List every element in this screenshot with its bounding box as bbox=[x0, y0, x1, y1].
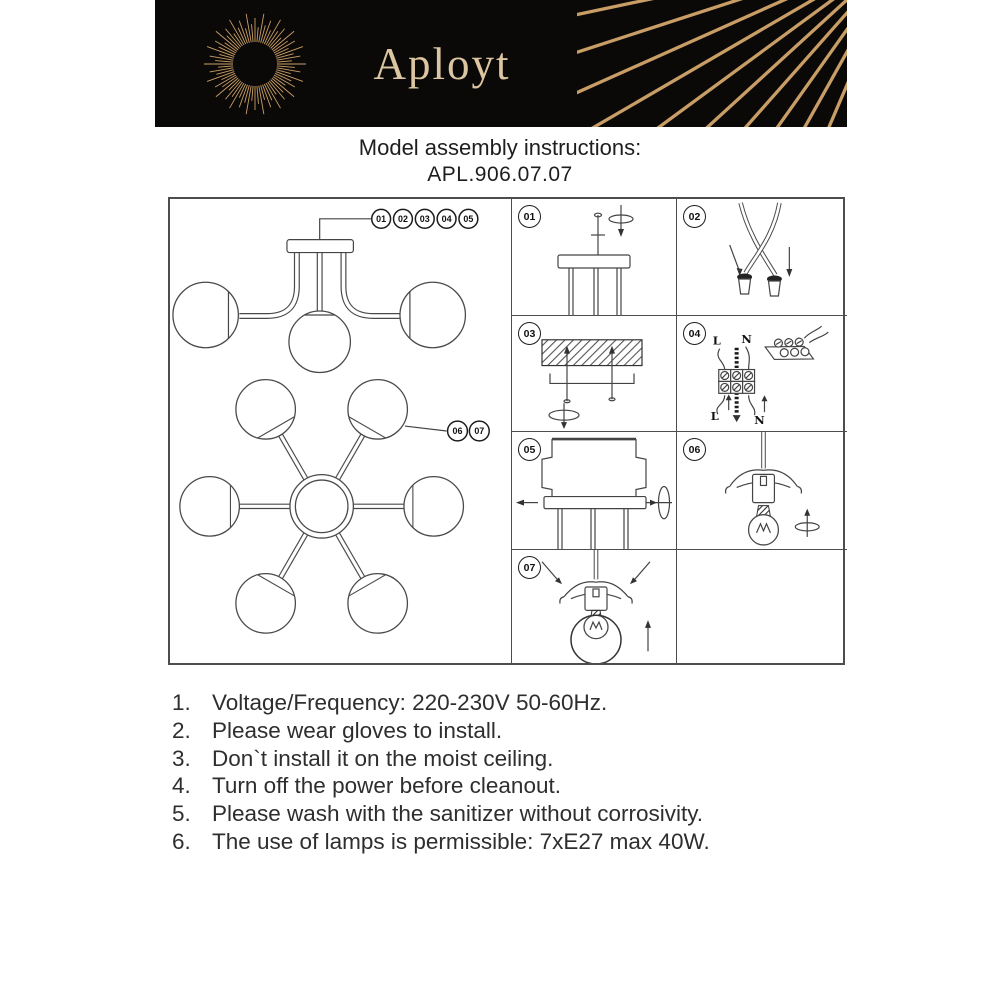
sunburst-logo-icon bbox=[155, 0, 355, 127]
instruction-text: Turn off the power before cleanout. bbox=[212, 773, 561, 799]
step-cell-03 bbox=[512, 315, 676, 431]
bottom-view bbox=[180, 380, 464, 634]
model-number: APL.906.07.07 bbox=[427, 163, 573, 186]
brand-banner bbox=[155, 0, 847, 127]
overview-panel bbox=[170, 199, 512, 663]
step-cell-07 bbox=[512, 549, 676, 663]
callout-label: 04 bbox=[441, 214, 452, 225]
wire-label-n-top: N bbox=[741, 331, 752, 346]
step-number-badge: 02 bbox=[683, 205, 706, 228]
step-cell-04 bbox=[676, 315, 847, 431]
callout-label: 02 bbox=[398, 214, 408, 225]
page-title: Model assembly instructions: bbox=[358, 135, 642, 160]
instruction-number: 3. bbox=[172, 745, 191, 771]
instruction-text: The use of lamps is permissible: 7xE27 max 40W. bbox=[212, 828, 710, 854]
step-cell-02 bbox=[676, 199, 847, 315]
assembly-figure bbox=[168, 197, 845, 665]
terminal-block bbox=[719, 370, 755, 394]
step-number-badge: 03 bbox=[518, 322, 541, 345]
step-number-badge: 04 bbox=[683, 322, 706, 345]
step-cell-01 bbox=[512, 199, 676, 315]
step-number-badge: 06 bbox=[683, 438, 706, 461]
instruction-number: 1. bbox=[172, 690, 191, 715]
wire-label-l-top: L bbox=[712, 333, 721, 348]
callout-label: 05 bbox=[463, 214, 474, 225]
wire-label-l-bottom: L bbox=[710, 409, 719, 424]
step-cell-06 bbox=[676, 431, 847, 549]
instruction-item bbox=[172, 828, 872, 856]
wire-label-n-bottom: N bbox=[754, 413, 765, 428]
callout-bottom bbox=[405, 421, 489, 441]
step-cell-empty bbox=[676, 549, 847, 663]
callout-label: 01 bbox=[376, 214, 387, 225]
instruction-item bbox=[172, 772, 872, 800]
callout-top bbox=[320, 209, 478, 239]
step-number-badge: 05 bbox=[518, 438, 541, 461]
step-number-badge: 01 bbox=[518, 205, 541, 228]
lamp-overview-drawing bbox=[170, 199, 511, 663]
instruction-item bbox=[172, 745, 872, 773]
instruction-text: Please wash with the sanitizer without corrosivity. bbox=[212, 801, 704, 827]
instruction-number: 2. bbox=[172, 717, 191, 743]
instruction-text: Please wear gloves to install. bbox=[212, 717, 503, 743]
instruction-list bbox=[172, 689, 872, 856]
instruction-item bbox=[172, 800, 872, 828]
instruction-number: 5. bbox=[172, 801, 191, 827]
fan-rays-icon bbox=[577, 0, 847, 127]
terminal-block-3d bbox=[763, 316, 830, 370]
instruction-text: Voltage/Frequency: 220-230V 50-60Hz. bbox=[212, 690, 608, 715]
steps-grid bbox=[512, 199, 847, 663]
step-cell-05 bbox=[512, 431, 676, 549]
instruction-text: Don`t install it on the moist ceiling. bbox=[212, 745, 554, 771]
instruction-item bbox=[172, 689, 872, 717]
instruction-item bbox=[172, 717, 872, 745]
callout-label: 06 bbox=[452, 426, 463, 437]
step-number-badge: 07 bbox=[518, 556, 541, 579]
callout-label: 03 bbox=[419, 214, 430, 225]
instruction-number: 4. bbox=[172, 773, 191, 799]
brand-name: Aployt bbox=[373, 38, 511, 89]
side-view bbox=[173, 240, 465, 373]
callout-label: 07 bbox=[474, 426, 485, 437]
instruction-number: 6. bbox=[172, 828, 191, 854]
